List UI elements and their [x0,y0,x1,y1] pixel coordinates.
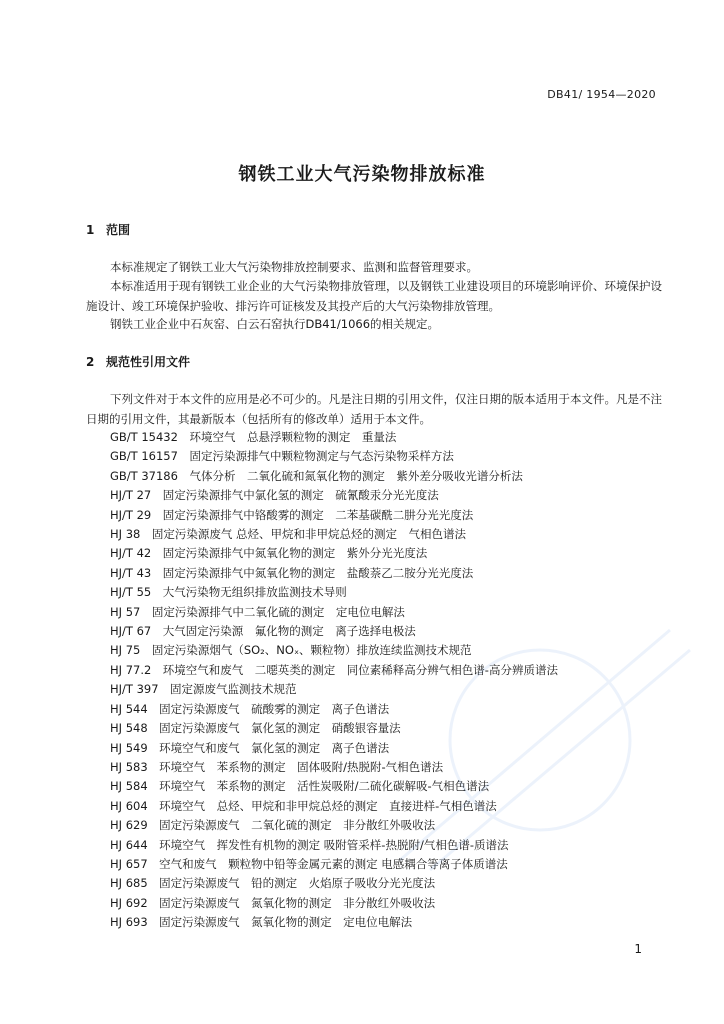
list-item: GB/T 37186 气体分析 二氧化硫和氮氧化物的测定 紫外差分吸收光谱分析法 [110,468,523,483]
list-item: GB/T 16157 固定污染源排气中颗粒物测定与气态污染物采样方法 [110,449,454,464]
list-item: HJ 548 固定污染源废气 氯化氢的测定 硝酸银容量法 [110,721,401,736]
list-item: HJ 693 固定污染源废气 氮氧化物的测定 定电位电解法 [110,915,413,930]
scope-paragraph-1: 本标准规定了钢铁工业大气污染物排放控制要求、监测和监督管理要求。 [110,260,478,274]
list-item: HJ 75 固定污染源烟气（SO₂、NOₓ、颗粒物）排放连续监测技术规范 [110,643,472,658]
list-item: HJ 583 环境空气 苯系物的测定 固体吸附/热脱附-气相色谱法 [110,759,444,774]
list-item: HJ 544 固定污染源废气 硫酸雾的测定 离子色谱法 [110,701,390,716]
list-item: HJ/T 29 固定污染源排气中铬酸雾的测定 二苯基碳酰二肼分光光度法 [110,507,474,522]
list-item: HJ 604 环境空气 总烃、甲烷和非甲烷总烃的测定 直接进样-气相色谱法 [110,798,497,813]
list-item: HJ 549 环境空气和废气 氯化氢的测定 离子色谱法 [110,740,390,755]
page-number: 1 [634,942,642,956]
section-heading-normative-references [86,353,190,370]
list-item: HJ/T 67 大气固定污染源 氟化物的测定 离子选择电极法 [110,624,416,639]
section-title: 规范性引用文件 [106,355,191,369]
list-item: HJ 685 固定污染源废气 铅的测定 火焰原子吸收分光光度法 [110,876,436,891]
section-number: 2 [86,355,95,369]
list-item: HJ 57 固定污染源排气中二氧化硫的测定 定电位电解法 [110,604,405,619]
list-item: HJ 38 固定污染源废气 总烃、甲烷和非甲烷总烃的测定 气相色谱法 [110,527,466,542]
list-item: HJ/T 397 固定源废气监测技术规范 [110,682,297,697]
list-item: HJ 692 固定污染源废气 氮氧化物的测定 非分散红外吸收法 [110,895,436,910]
list-item: HJ/T 42 固定污染源排气中氮氧化物的测定 紫外分光光度法 [110,546,428,561]
section-number: 1 [86,223,95,237]
reference-list [110,428,558,933]
standard-code: DB41/ 1954—2020 [547,88,656,101]
list-item: HJ 629 固定污染源废气 二氧化硫的测定 非分散红外吸收法 [110,818,436,833]
list-item: GB/T 15432 环境空气 总悬浮颗粒物的测定 重量法 [110,430,397,444]
references-intro-paragraph: 下列文件对于本文件的应用是必不可少的。凡是注日期的引用文件，仅注日期的版本适用于本文件。凡是不注日期的引用文件，其最新版本（包括所有的修改单）适用于本文件。 [86,392,662,426]
list-item: HJ 644 环境空气 挥发性有机物的测定 吸附管采样-热脱附/气相色谱-质谱法 [110,837,509,852]
list-item: HJ/T 55 大气污染物无组织排放监测技术导则 [110,585,347,600]
scope-paragraph-3: 钢铁工业企业中石灰窑、白云石窑执行DB41/1066的相关规定。 [110,317,440,331]
list-item: HJ/T 43 固定污染源排气中氮氧化物的测定 盐酸萘乙二胺分光光度法 [110,565,474,580]
list-item: HJ 657 空气和废气 颗粒物中铅等金属元素的测定 电感耦合等离子体质谱法 [110,856,508,871]
list-item: HJ 584 环境空气 苯系物的测定 活性炭吸附/二硫化碳解吸-气相色谱法 [110,779,490,794]
list-item: HJ 77.2 环境空气和废气 二噁英类的测定 同位素稀释高分辨气相色谱-高分辨质谱法 [110,662,558,677]
section-heading-scope [86,221,130,238]
section-title: 范围 [106,223,131,237]
list-item: HJ/T 27 固定污染源排气中氯化氢的测定 硫氰酸汞分光光度法 [110,488,439,503]
document-title: 钢铁工业大气污染物排放标准 [238,164,486,185]
scope-paragraph-2: 本标准适用于现有钢铁工业企业的大气污染物排放管理，以及钢铁工业建设项目的环境影响评价、环境保护设施设计、竣工环境保护验收、排污许可证核发及其投产后的大气污染物排放管理。 [86,279,662,313]
